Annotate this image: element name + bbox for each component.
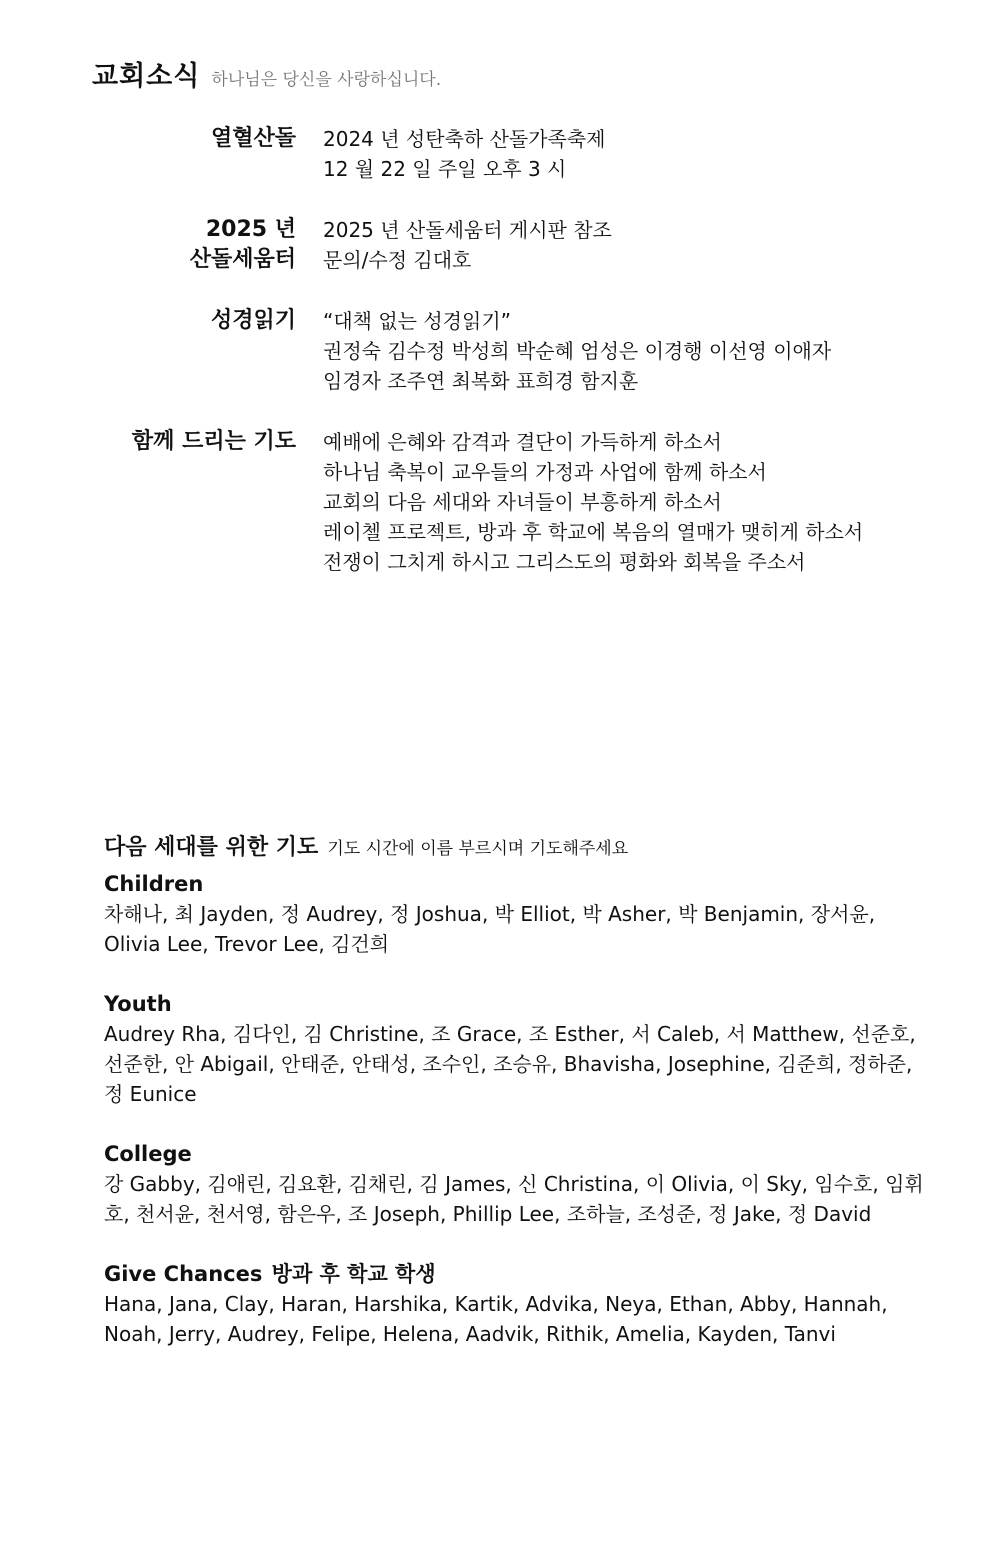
group-names: 강 Gabby, 김애린, 김요환, 김채린, 김 James, 신 Christina, 이 Olivia, 이 Sky, 임수호, 임휘호, 천서윤, 천서영, 함은우, 조 Joseph, Phillip Lee, 조하늘, 조성준, 정 Jake, 정 David xyxy=(104,1172,924,1226)
news-body xyxy=(323,215,612,275)
news-body-line: 임경자 조주연 최복화 표희경 함지훈 xyxy=(323,369,639,393)
group-names: Audrey Rha, 김다인, 김 Christine, 조 Grace, 조 Esther, 서 Caleb, 서 Matthew, 선준호, 선준한, 안 Abigail, 안태준, 안태성, 조수인, 조승유, Bhavisha, Josephine, 김준희, 정하준, 정 Eunice xyxy=(104,1022,916,1106)
news-body-line: 예배에 은혜와 감격과 결단이 가득하게 하소서 xyxy=(323,430,722,454)
prayer-group-give-chances xyxy=(104,1259,964,1349)
news-label-line: 열혈산돌 xyxy=(210,126,296,151)
church-news-list xyxy=(0,124,1000,608)
news-body xyxy=(323,306,831,396)
group-title xyxy=(104,1259,964,1289)
news-body-line: 2025 년 산돌세움터 게시판 참조 xyxy=(323,218,612,242)
prayer-group-college xyxy=(104,1139,964,1229)
news-body-line: 문의/수정 김대호 xyxy=(323,248,472,272)
news-label-line: 2025 년 xyxy=(205,217,296,242)
news-body-line: 12 월 22 일 주일 오후 3 시 xyxy=(323,157,567,181)
news-body-line: 레이첼 프로젝트, 방과 후 학교에 복음의 열매가 맺히게 하소서 xyxy=(323,520,864,544)
news-label xyxy=(0,306,296,396)
prayer-header xyxy=(104,830,964,861)
group-title-text: College xyxy=(104,1142,192,1166)
group-names: 차해나, 최 Jayden, 정 Audrey, 정 Joshua, 박 Elliot, 박 Asher, 박 Benjamin, 장서윤, Olivia Lee, Trevor Lee, 김건희 xyxy=(104,902,876,956)
page-header xyxy=(92,54,441,93)
group-names: Hana, Jana, Clay, Haran, Harshika, Kartik, Advika, Neya, Ethan, Abby, Hannah, Noah, Jerry, Audrey, Felipe, Helena, Aadvik, Rithik, Amelia, Kayden, Tanvi xyxy=(104,1292,888,1346)
news-label-line: 성경읽기 xyxy=(210,308,296,333)
page-title: 교회소식 xyxy=(92,61,201,92)
page-subtitle: 하나님은 당신을 사랑하십니다. xyxy=(211,70,442,90)
news-label xyxy=(0,427,296,577)
next-generation-prayer-section xyxy=(104,830,964,1379)
news-item-sandol-seumteo xyxy=(0,215,1000,275)
news-label-line: 산돌세움터 xyxy=(189,247,296,272)
news-body-line: 교회의 다음 세대와 자녀들이 부흥하게 하소서 xyxy=(323,490,722,514)
news-body xyxy=(323,124,606,184)
news-label xyxy=(0,215,296,275)
news-item-holiday-festival xyxy=(0,124,1000,184)
news-body-line: 권정숙 김수정 박성희 박순혜 엄성은 이경행 이선영 이애자 xyxy=(323,339,832,363)
group-title-text: Children xyxy=(104,872,204,896)
news-body-line: “대책 없는 성경읽기” xyxy=(323,309,511,333)
group-title xyxy=(104,869,964,899)
news-label xyxy=(0,124,296,184)
prayer-group-youth xyxy=(104,989,964,1109)
news-body xyxy=(323,427,863,577)
news-item-bible-reading xyxy=(0,306,1000,396)
news-body-line: 전쟁이 그치게 하시고 그리스도의 평화와 회복을 주소서 xyxy=(323,550,806,574)
news-body-line: 2024 년 성탄축하 산돌가족축제 xyxy=(323,127,606,151)
news-item-shared-prayer xyxy=(0,427,1000,577)
prayer-group-children xyxy=(104,869,964,959)
prayer-subtitle: 기도 시간에 이름 부르시며 기도해주세요 xyxy=(327,839,629,859)
group-title-suffix: 방과 후 학교 학생 xyxy=(271,1262,436,1286)
group-title-text: Youth xyxy=(104,992,172,1016)
group-title xyxy=(104,1139,964,1169)
prayer-title: 다음 세대를 위한 기도 xyxy=(104,835,319,860)
group-title-text: Give Chances xyxy=(104,1262,263,1286)
news-body-line: 하나님 축복이 교우들의 가정과 사업에 함께 하소서 xyxy=(323,460,767,484)
news-label-line: 함께 드리는 기도 xyxy=(131,429,296,454)
group-title xyxy=(104,989,964,1019)
